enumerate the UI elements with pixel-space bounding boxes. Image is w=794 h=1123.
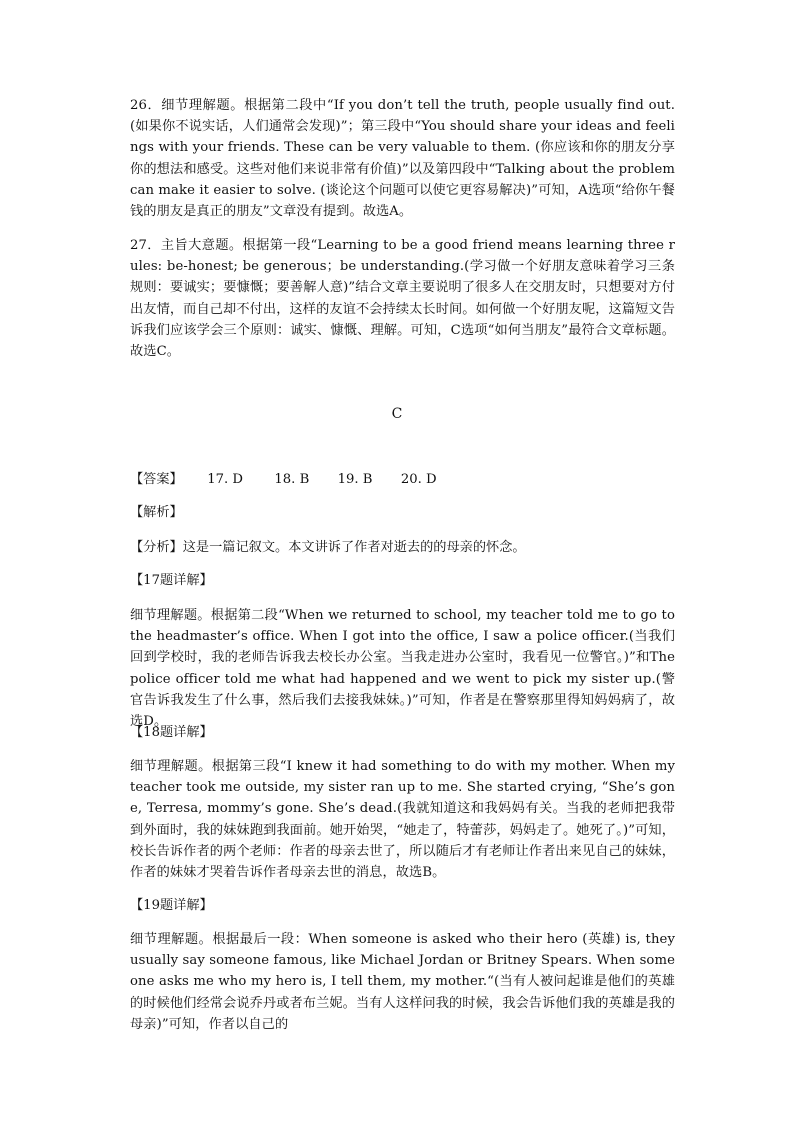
q18-explanation: 细节理解题。根据第三段“I knew it had something to do with my mother. When my teacher took me outside, my sister ran up to me. She started crying, “She’s gone, Terresa, mommy’s gone. She’s dead.(我就知道这和我妈妈有关。当我的老师把我带到外面时，我的妹妹跑到我面前。她开始哭，“她走了，特蕾莎，妈妈走了。她死了。)”可知，校长告诉作者的两个老师：作者的母亲去世了，所以随后才有老师让作者出来见自己的妹妹，作者的妹妹才哭着告诉作者母亲去世的消息，故选B。 (130, 759, 675, 881)
q17-heading: 【17题详解】 (130, 573, 213, 588)
answer-item: 20. D (400, 472, 437, 487)
q19-heading: 【19题详解】 (130, 898, 213, 913)
q19-explanation: 细节理解题。根据最后一段：When someone is asked who their hero (英雄) is, they usually say someone famous, like Michael Jordan or Britney Spears. When someone asks me who my hero is, I tell them, my mother.“(当有人被问起谁是他们的英雄的时候他们经常会说乔丹或者布兰妮。当有人这样问我的时候，我会告诉他们我的英雄是我的母亲)”可知，作者以自己的 (130, 932, 675, 1032)
answer-item: 18. B (274, 472, 310, 487)
answer-label: 【答案】 (130, 472, 183, 487)
answer-row (130, 469, 437, 490)
q17-explanation: 细节理解题。根据第二段“When we returned to school, my teacher told me to go to the headmaster’s office. When I got into the office, I saw a police officer.(当我们回到学校时，我的老师告诉我去校长办公室。当我走进办公室时，我看见一位警官。)”和The police officer told me what had happened and we went to pick my sister up.(警官告诉我发生了什么事，然后我们去接我妹妹。)”可知，作者是在警察那里得知妈妈病了，故选D。 (130, 608, 675, 730)
analysis-label: 【解析】 (130, 505, 183, 520)
q18-heading: 【18题详解】 (130, 725, 213, 740)
summary-text: 【分析】这是一篇记叙文。本文讲诉了作者对逝去的的母亲的怀念。 (130, 540, 526, 555)
answer-item: 19. B (337, 472, 373, 487)
section-letter: C (391, 406, 403, 422)
q26-explanation: 26．细节理解题。根据第二段中“If you don’t tell the truth, people usually find out. (如果你不说实话，人们通常会发现)”；第三段中“You should share your ideas and feelings with your friends. These can be very valuable to them. (你应该和你的朋友分享你的想法和感受。这些对他们来说非常有价值)”以及第四段中“Talking about the problem can make it easier to solve. (谈论这个问题可以使它更容易解决)”可知，A选项“给你午餐钱的朋友是真正的朋友”文章没有提到。故选A。 (130, 98, 675, 220)
answer-item: 17. D (207, 472, 243, 487)
q27-explanation: 27．主旨大意题。根据第一段“Learning to be a good friend means learning three rules: be-honest; be generous；be understanding.(学习做一个好朋友意味着学习三条规则：要诚实；要慷慨；要善解人意)”结合文章主要说明了很多人在交朋友时，只想要对方付出友情，而自己却不付出，这样的友谊不会持续太长时间。如何做一个好朋友呢，这篇短文告诉我们应该学会三个原则：诚实、慷慨、理解。可知，C选项“如何当朋友”最符合文章标题。故选C。 (130, 238, 675, 360)
